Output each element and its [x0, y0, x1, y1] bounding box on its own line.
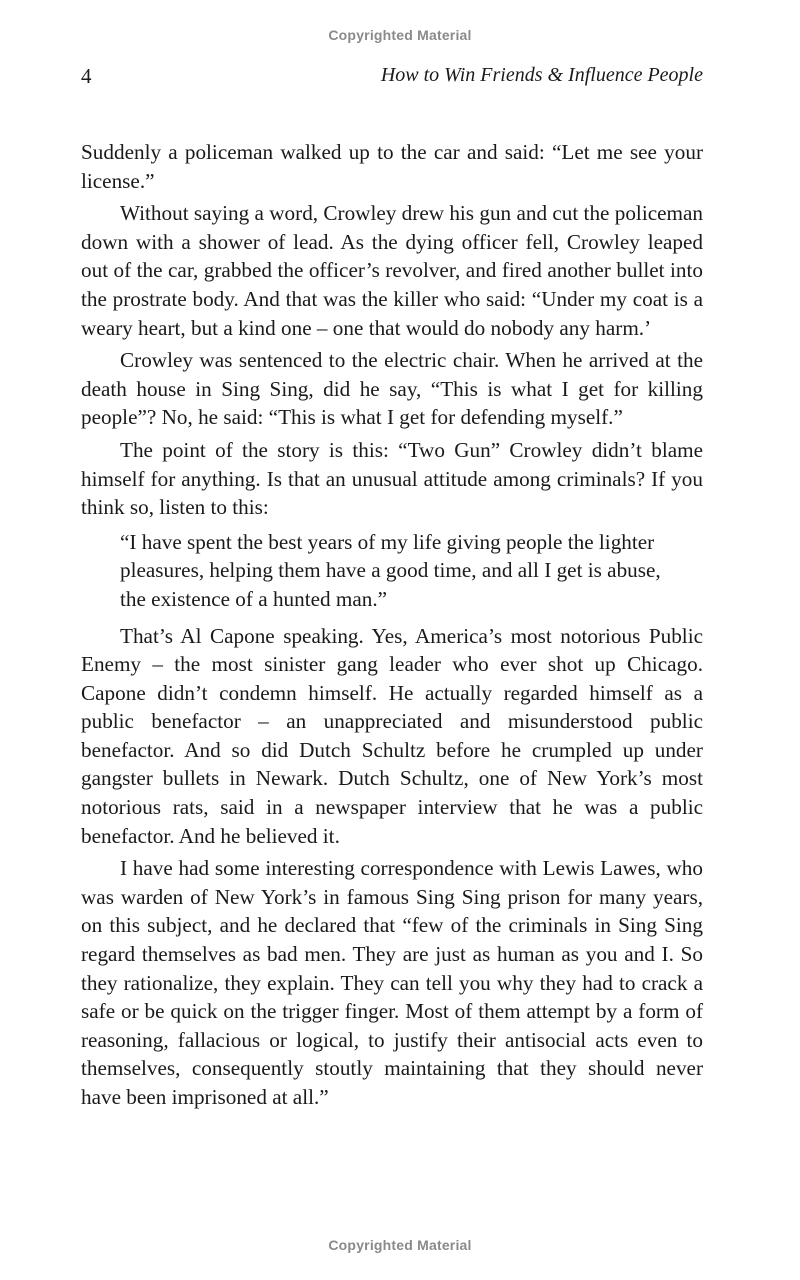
book-title: How to Win Friends & Influence People: [380, 64, 703, 86]
copyright-watermark-top: Copyrighted Material: [328, 27, 472, 43]
page-body: [81, 138, 703, 1116]
copyright-watermark-bottom: Copyrighted Material: [328, 1237, 472, 1253]
paragraph-al-capone: That’s Al Capone speaking. Yes, America’s most notorious Public Enemy – the most sinister gang leader who ever shot up Chicago. Capone didn’t condemn himself. He actually regarded himself as a public benefactor – an unappreciated and misunderstood public benefactor. And so did Dutch Schultz before he crumpled up under gangster bullets in Newark. Dutch Schultz, one of New York’s most notorious rats, said in a newspaper interview that he was a public benefactor. And he believed it.: [81, 623, 703, 848]
paragraph-continuation: Suddenly a policeman walked up to the car and said: “Let me see your license.”: [81, 140, 703, 193]
running-header: [81, 60, 703, 90]
page-number: 4: [81, 64, 92, 88]
paragraph-point-of-story: The point of the story is this: “Two Gun” Crowley didn’t blame himself for anything. Is that an unusual attitude among criminals? If you think so, listen to this:: [81, 437, 703, 520]
paragraph-lewis-lawes: I have had some interesting correspondence with Lewis Lawes, who was warden of New York’s in famous Sing Sing prison for many years, on this subject, and he declared that “few of the criminals in Sing Sing regard themselves as bad men. They are just as human as you and I. So they rationalize, they explain. They can tell you why they had to crack a safe or be quick on the trigger finger. Most of them attempt by a form of reasoning, fallacious or logical, to justify their antisocial acts even to themselves, consequently stoutly maintaining that they should never have been imprisoned at all.”: [81, 856, 703, 1109]
paragraph-electric-chair: Crowley was sentenced to the electric chair. When he arrived at the death house in Sing Sing, did he say, “This is what I get for killing people”? No, he said: “This is what I get for defending myself.”: [81, 348, 703, 430]
paragraph-crowley-shooting: Without saying a word, Crowley drew his gun and cut the policeman down with a shower of lead. As the dying officer fell, Crowley leaped out of the car, grabbed the officer’s revolver, and fired another bullet into the prostrate body. And that was the killer who said: “Under my coat is a weary heart, but a kind one – one that would do nobody any harm.’: [81, 201, 703, 340]
block-quote-capone: “I have spent the best years of my life giving people the lighter pleasures, helping them have a good time, and all I get is abuse, the existence of a hunted man.”: [120, 529, 661, 611]
